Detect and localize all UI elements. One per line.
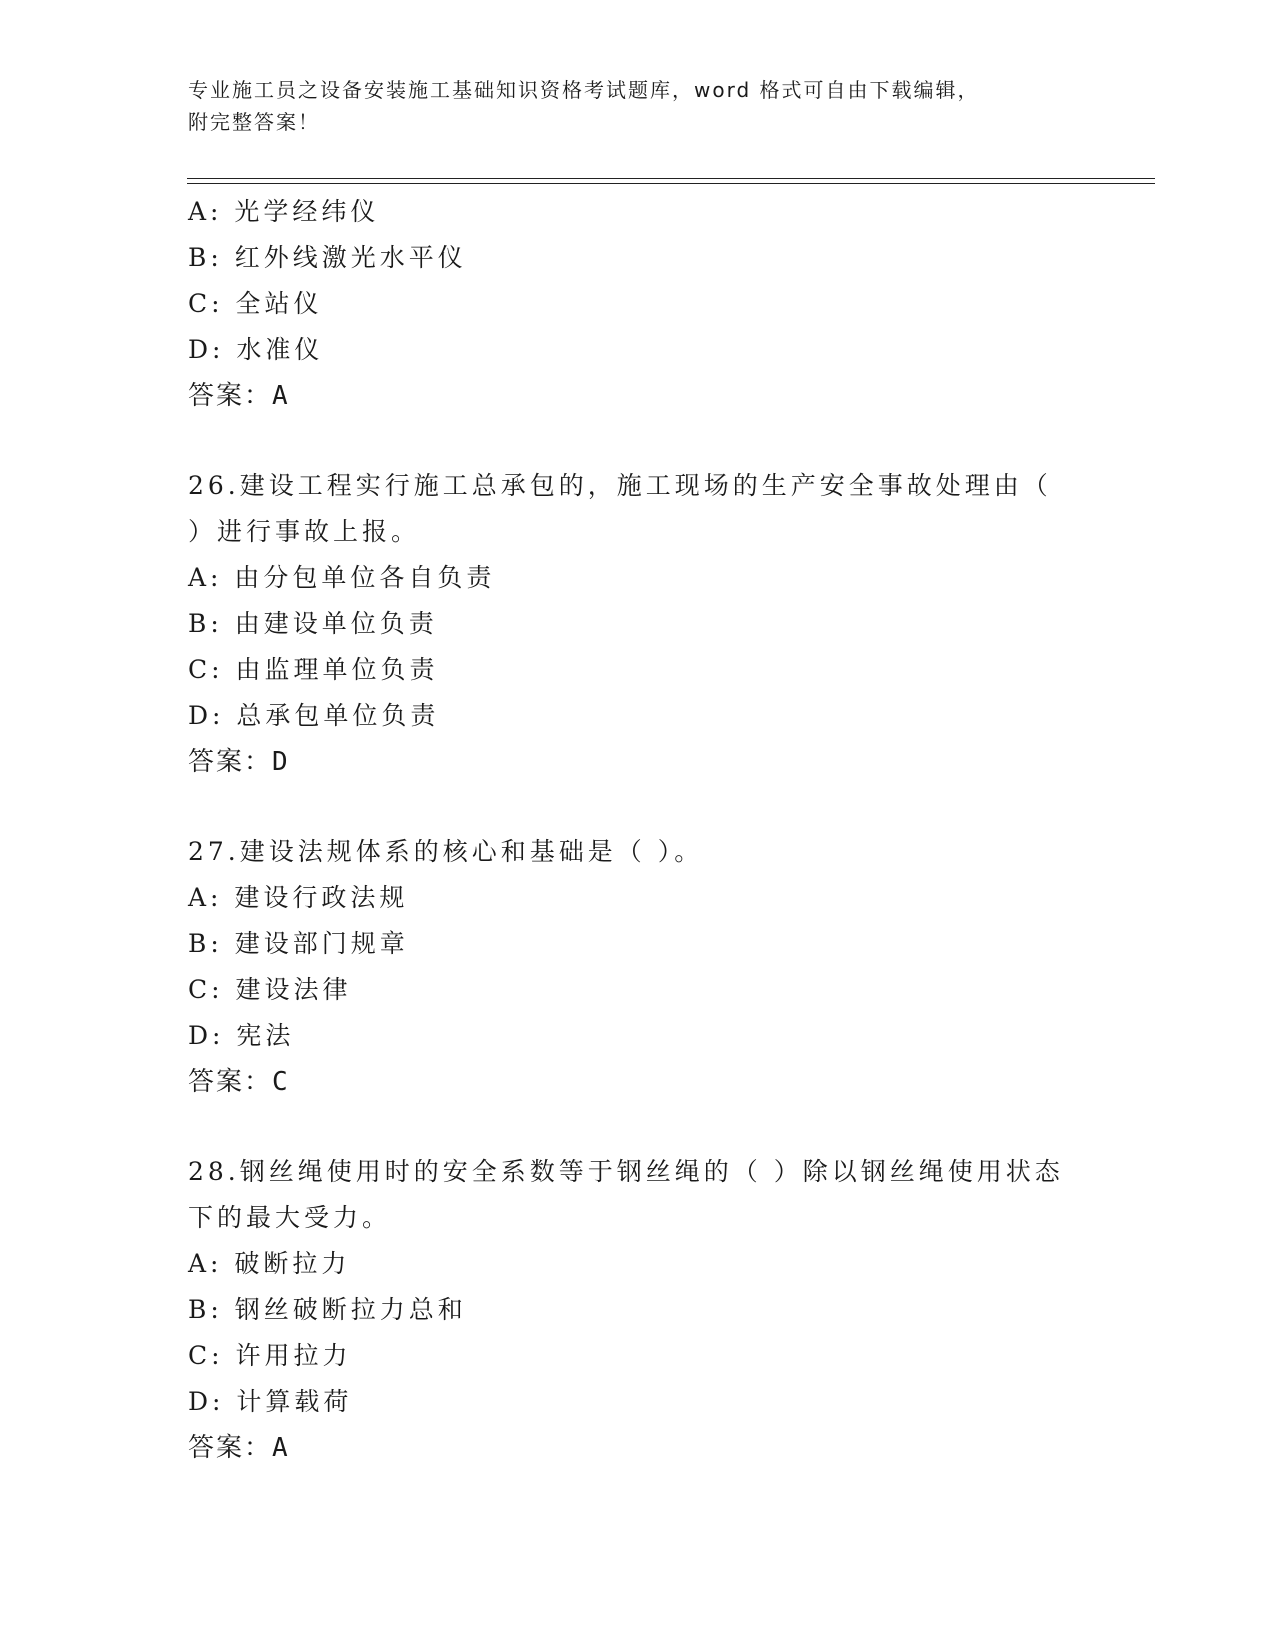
- header-text-line-1: 专业施工员之设备安装施工基础知识资格考试题库，word 格式可自由下载编辑，: [188, 78, 980, 102]
- answer-label: 答案：: [188, 747, 273, 777]
- option-d: D: 计算载荷: [188, 1387, 353, 1416]
- answer-label: 答案：: [188, 381, 273, 411]
- option-b: B: 钢丝破断拉力总和: [188, 1295, 467, 1324]
- question-stem-line-1: 28.钢丝绳使用时的安全系数等于钢丝绳的（ ）除以钢丝绳使用状态: [188, 1157, 1064, 1186]
- option-d: D: 总承包单位负责: [188, 701, 440, 730]
- option-a: A: 由分包单位各自负责: [188, 563, 496, 592]
- answer-label: 答案：: [188, 1433, 273, 1463]
- option-b: B: 红外线激光水平仪: [188, 243, 467, 272]
- option-a: A: 破断拉力: [188, 1249, 351, 1278]
- answer-line: [188, 1059, 1088, 1105]
- question-stem-line-1: 26.建设工程实行施工总承包的，施工现场的生产安全事故处理由（: [188, 471, 1052, 500]
- option-c: C: 由监理单位负责: [188, 655, 439, 684]
- option-b: B: 建设部门规章: [188, 929, 409, 958]
- option-c: C: 全站仪: [188, 289, 323, 318]
- header-divider-bottom: [187, 183, 1155, 184]
- option-c: C: 建设法律: [188, 975, 352, 1004]
- question-27: [188, 829, 1088, 1105]
- document-header: [188, 74, 1088, 138]
- question-stem-line-2: ）进行事故上报。: [188, 517, 421, 546]
- question-25-continued: [188, 189, 1088, 419]
- question-28: [188, 1149, 1088, 1471]
- answer-value: C: [272, 1067, 290, 1097]
- header-divider-top: [187, 178, 1155, 179]
- header-text-line-2: 附完整答案！: [188, 110, 320, 134]
- question-stem-line-1: 27.建设法规体系的核心和基础是（ ）。: [188, 837, 704, 866]
- answer-line: [188, 373, 1088, 419]
- answer-line: [188, 739, 1088, 785]
- question-list: [188, 189, 1088, 1471]
- option-b: B: 由建设单位负责: [188, 609, 438, 638]
- option-d: D: 水准仪: [188, 335, 324, 364]
- option-d: D: 宪法: [188, 1021, 295, 1050]
- answer-value: A: [272, 381, 290, 411]
- answer-value: A: [272, 1433, 290, 1463]
- answer-value: D: [272, 747, 290, 777]
- answer-label: 答案：: [188, 1067, 273, 1097]
- option-c: C: 许用拉力: [188, 1341, 352, 1370]
- option-a: A: 建设行政法规: [188, 883, 409, 912]
- answer-line: [188, 1425, 1088, 1471]
- question-stem-line-2: 下的最大受力。: [188, 1203, 392, 1232]
- option-a: A: 光学经纬仪: [188, 197, 380, 226]
- question-26: [188, 463, 1088, 785]
